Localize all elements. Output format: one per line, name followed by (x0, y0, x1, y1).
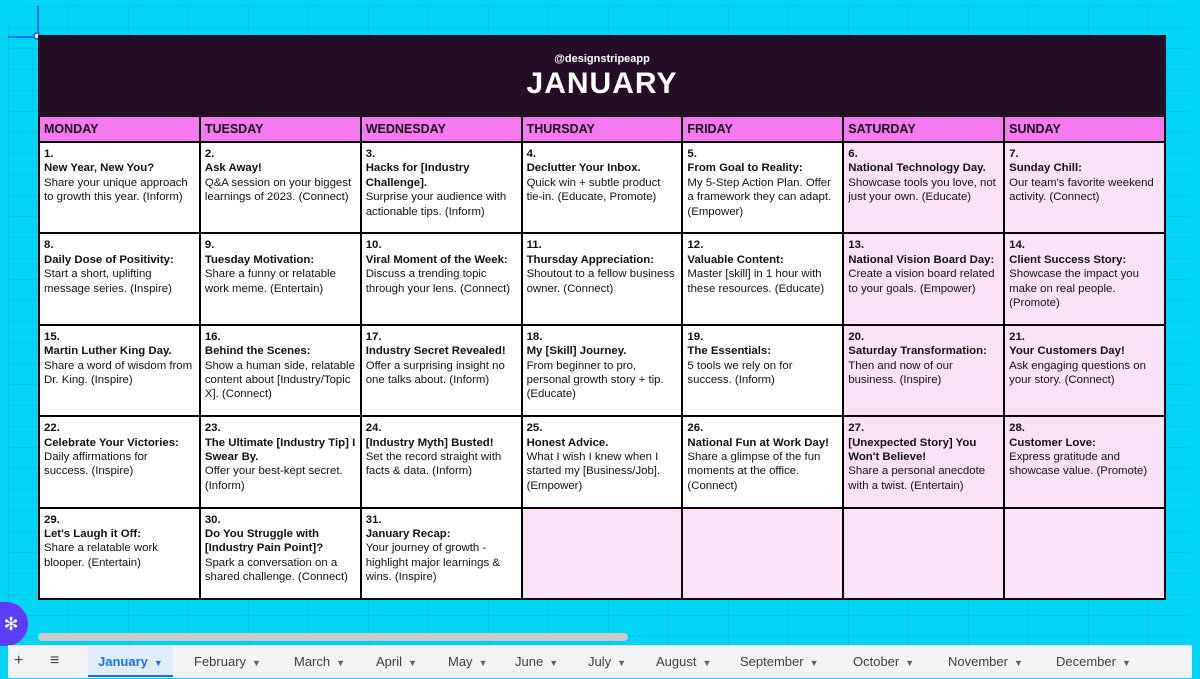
day-cell[interactable] (362, 326, 521, 415)
chevron-down-icon[interactable]: ▼ (702, 658, 712, 668)
day-number: 4. (526, 148, 537, 160)
day-number: 1. (44, 148, 54, 160)
post-title: National Fun at Work Day! (687, 436, 829, 449)
day-number: 10. (365, 239, 382, 252)
day-number: 11. (526, 239, 542, 252)
horizontal-scrollbar[interactable] (38, 633, 628, 641)
day-cell[interactable] (523, 417, 682, 506)
weekday-header: SUNDAY (1005, 117, 1164, 141)
post-title: Customer Love: (1009, 436, 1096, 449)
calendar-grid (38, 116, 1166, 600)
chevron-down-icon[interactable]: ▼ (617, 658, 627, 668)
chevron-down-icon[interactable]: ▼ (549, 658, 559, 668)
day-cell[interactable] (40, 326, 199, 415)
day-cell[interactable] (362, 509, 521, 598)
day-cell[interactable] (1005, 234, 1164, 323)
day-cell[interactable] (201, 417, 360, 506)
empty-cell[interactable] (523, 509, 682, 598)
post-title: Thursday Appreciation: (526, 253, 654, 266)
post-title: Behind the Scenes: (204, 345, 311, 358)
day-number: 2. (204, 148, 215, 160)
tab-january[interactable] (88, 646, 173, 677)
chevron-down-icon[interactable]: ▼ (336, 658, 346, 668)
tab-label: August (656, 654, 697, 669)
post-title: Celebrate Your Victories: (44, 436, 179, 449)
day-number: 27. (848, 422, 865, 435)
tab-label: November (948, 654, 1008, 669)
post-title: Client Success Story: (1009, 253, 1127, 266)
day-cell[interactable] (40, 234, 199, 323)
post-description: Share a glimpse of the fun moments at the office. (Connect) (687, 451, 821, 492)
tab-label: May (448, 654, 473, 669)
post-title: My [Skill] Journey. (526, 345, 627, 358)
empty-cell[interactable] (683, 509, 842, 598)
day-number: 8. (44, 239, 54, 252)
post-description: Showcase tools you love, not just your own. (Educate) (848, 176, 996, 204)
tab-july[interactable] (578, 646, 636, 677)
post-description: Shoutout to a fellow business owner. (Connect) (526, 268, 675, 295)
day-cell[interactable] (40, 417, 199, 506)
post-title: Your Customers Day! (1009, 345, 1125, 358)
day-cell[interactable] (201, 509, 360, 598)
post-description: 5 tools we rely on for success. (Inform) (687, 359, 793, 387)
post-description: What I wish I knew when I started my [Business/Job]. (Empower) (526, 451, 661, 492)
day-cell[interactable] (1005, 143, 1164, 232)
post-description: Our team's favorite weekend activity. (Connect) (1009, 176, 1154, 204)
post-title: National Technology Day. (848, 162, 986, 175)
day-cell[interactable] (523, 143, 682, 232)
tab-label: June (515, 654, 544, 669)
month-title: JANUARY (526, 67, 678, 100)
snowflake-icon[interactable]: ✻ (0, 602, 28, 646)
post-title: [Unexpected Story] You Won't Believe! (848, 436, 977, 463)
post-description: From beginner to pro, personal growth story + tip. (Educate) (526, 359, 664, 401)
post-description: Show a human side, relatable content about [Industry/Topic X]. (Connect) (204, 359, 355, 401)
weekday-header: FRIDAY (683, 117, 842, 141)
tab-label: March (294, 654, 331, 669)
weekday-header: TUESDAY (201, 117, 360, 141)
day-number: 21. (1009, 330, 1025, 343)
day-cell[interactable] (844, 143, 1003, 232)
tab-august[interactable] (646, 646, 721, 677)
day-number: 30. (204, 513, 221, 526)
post-title: [Industry Myth] Busted! (365, 436, 494, 449)
post-title: Tuesday Motivation: (204, 253, 315, 266)
day-number: 5. (687, 148, 697, 160)
chevron-down-icon[interactable]: ▼ (478, 658, 488, 668)
empty-cell[interactable] (1005, 509, 1164, 598)
post-description: Create a vision board related to your goals. (Empower) (848, 268, 995, 295)
post-description: Q&A session on your biggest learnings of 2023. (Connect) (204, 176, 352, 204)
day-number: 22. (44, 422, 60, 435)
post-description: Offer a surprising insight no one talks about. (Inform) (365, 359, 505, 387)
post-title: Viral Moment of the Week: (365, 253, 508, 266)
chevron-down-icon[interactable]: ▼ (408, 658, 417, 668)
day-cell[interactable] (201, 143, 360, 232)
post-description: Surprise your audience with actionable tips. (Inform) (365, 191, 507, 218)
day-cell[interactable] (523, 326, 682, 415)
post-title: Martin Luther King Day. (44, 345, 172, 358)
day-cell[interactable] (362, 417, 521, 506)
day-number: 29. (44, 513, 60, 526)
post-description: Start a short, uplifting message series. (Inspire) (44, 268, 172, 295)
tab-march[interactable] (284, 646, 355, 677)
day-number: 13. (848, 239, 865, 252)
day-number: 28. (1009, 422, 1025, 435)
weekday-header: SATURDAY (844, 117, 1003, 141)
post-title: Sunday Chill: (1009, 162, 1082, 175)
day-cell[interactable] (844, 417, 1003, 506)
tab-may[interactable] (438, 646, 497, 677)
day-cell[interactable] (523, 234, 682, 323)
day-number: 12. (687, 239, 704, 252)
weekday-header: THURSDAY (523, 117, 682, 141)
day-cell[interactable] (683, 326, 842, 415)
post-title: Saturday Transformation: (848, 345, 987, 358)
day-cell[interactable] (201, 234, 360, 323)
chevron-down-icon[interactable]: ▼ (252, 658, 261, 668)
calendar-header (38, 35, 1166, 116)
post-title: January Recap: (365, 528, 451, 540)
post-title: Daily Dose of Positivity: (44, 253, 174, 266)
day-cell[interactable] (844, 234, 1003, 323)
brand-handle: @designstripeapp (554, 53, 650, 65)
day-number: 26. (687, 422, 704, 435)
day-number: 14. (1009, 239, 1025, 252)
post-description: Set the record straight with facts & data. (Inform) (365, 451, 502, 478)
weekday-header: WEDNESDAY (362, 117, 521, 141)
day-number: 3. (365, 148, 376, 160)
post-title: National Vision Board Day: (848, 253, 995, 266)
chevron-down-icon[interactable]: ▼ (809, 658, 819, 668)
tab-april[interactable] (366, 646, 427, 677)
day-number: 24. (365, 422, 382, 435)
day-number: 19. (687, 330, 704, 343)
post-description: Share a word of wisdom from Dr. King. (Inspire) (44, 359, 193, 387)
tab-label: September (740, 654, 804, 669)
day-number: 6. (848, 148, 858, 160)
day-cell[interactable] (683, 143, 842, 232)
post-title: New Year, New You? (44, 162, 155, 175)
post-title: The Ultimate [Industry Tip] I Swear By. (204, 436, 356, 463)
tab-december[interactable] (1046, 646, 1141, 677)
post-title: Ask Away! (204, 162, 262, 175)
day-number: 18. (526, 330, 543, 343)
post-title: Industry Secret Revealed! (365, 345, 506, 358)
post-description: Share a personal anecdote with a twist. (Entertain) (848, 465, 986, 492)
post-description: Share your unique approach to growth this year. (Inform) (44, 176, 188, 204)
day-cell[interactable] (1005, 417, 1164, 506)
tab-february[interactable] (184, 646, 271, 677)
day-cell[interactable] (40, 509, 199, 598)
spreadsheet-canvas[interactable] (8, 6, 1192, 671)
tab-label: December (1056, 654, 1116, 669)
tab-october[interactable] (843, 646, 924, 677)
day-cell[interactable] (1005, 326, 1164, 415)
hamburger-icon[interactable]: ≡ (50, 652, 60, 669)
tab-label: April (376, 654, 403, 669)
day-number: 31. (365, 513, 382, 526)
post-description: Share a relatable work blooper. (Entertain) (44, 542, 158, 569)
day-number: 25. (526, 422, 543, 435)
post-description: Spark a conversation on a shared challenge. (Connect) (204, 556, 348, 584)
post-title: The Essentials: (687, 345, 771, 358)
tab-label: January (98, 654, 148, 669)
post-description: Discuss a trending topic through your lens. (Connect) (365, 268, 511, 295)
day-number: 7. (1009, 148, 1019, 160)
tab-november[interactable] (938, 646, 1033, 677)
day-number: 23. (204, 422, 221, 435)
content-calendar (38, 35, 1166, 600)
post-title: From Goal to Reality: (687, 162, 803, 175)
post-description: My 5-Step Action Plan. Offer a framework they can adapt. (Empower) (687, 176, 832, 218)
post-description: Showcase the impact you make on real people. (Promote) (1009, 268, 1139, 310)
day-number: 16. (204, 330, 221, 343)
day-cell[interactable] (844, 326, 1003, 415)
post-description: Your journey of growth - highlight major learnings & wins. (Inspire) (365, 542, 500, 584)
chevron-down-icon[interactable]: ▼ (905, 658, 915, 668)
post-description: Ask engaging questions on your story. (Connect) (1009, 359, 1146, 387)
day-cell[interactable] (362, 234, 521, 323)
tab-september[interactable] (730, 646, 829, 677)
post-title: Let's Laugh it Off: (44, 528, 141, 540)
plus-icon[interactable]: + (14, 652, 24, 669)
weekday-header: MONDAY (40, 117, 199, 141)
post-description: Express gratitude and showcase value. (Promote) (1009, 451, 1148, 478)
empty-cell[interactable] (844, 509, 1003, 598)
day-number: 9. (204, 239, 215, 252)
day-cell[interactable] (683, 234, 842, 323)
day-number: 15. (44, 330, 60, 343)
tab-june[interactable] (505, 646, 568, 677)
post-description: Daily affirmations for success. (Inspire) (44, 451, 148, 478)
sheet-tab-bar (8, 645, 1192, 678)
day-number: 20. (848, 330, 865, 343)
day-cell[interactable] (362, 143, 521, 232)
post-description: Share a funny or relatable work meme. (Entertain) (204, 268, 336, 295)
post-title: Honest Advice. (526, 436, 609, 449)
post-title: Declutter Your Inbox. (526, 162, 641, 175)
day-cell[interactable] (683, 417, 842, 506)
day-number: 17. (365, 330, 382, 343)
chevron-down-icon[interactable]: ▼ (153, 658, 163, 668)
post-description: Master [skill] in 1 hour with these resources. (Educate) (687, 268, 825, 295)
post-description: Quick win + subtle product tie-in. (Educate, Promote) (526, 176, 661, 204)
post-title: Valuable Content: (687, 253, 784, 266)
tab-label: July (588, 654, 612, 669)
day-cell[interactable] (201, 326, 360, 415)
post-title: Do You Struggle with [Industry Pain Point]? (204, 528, 324, 555)
tab-label: October (853, 654, 900, 669)
day-cell[interactable] (40, 143, 199, 232)
chevron-down-icon[interactable]: ▼ (1121, 658, 1131, 668)
tab-label: February (194, 654, 247, 669)
post-description: Offer your best-kept secret. (Inform) (204, 465, 343, 492)
post-title: Hacks for [Industry Challenge]. (365, 162, 470, 189)
chevron-down-icon[interactable]: ▼ (1013, 658, 1023, 668)
post-description: Then and now of our business. (Inspire) (848, 359, 953, 387)
